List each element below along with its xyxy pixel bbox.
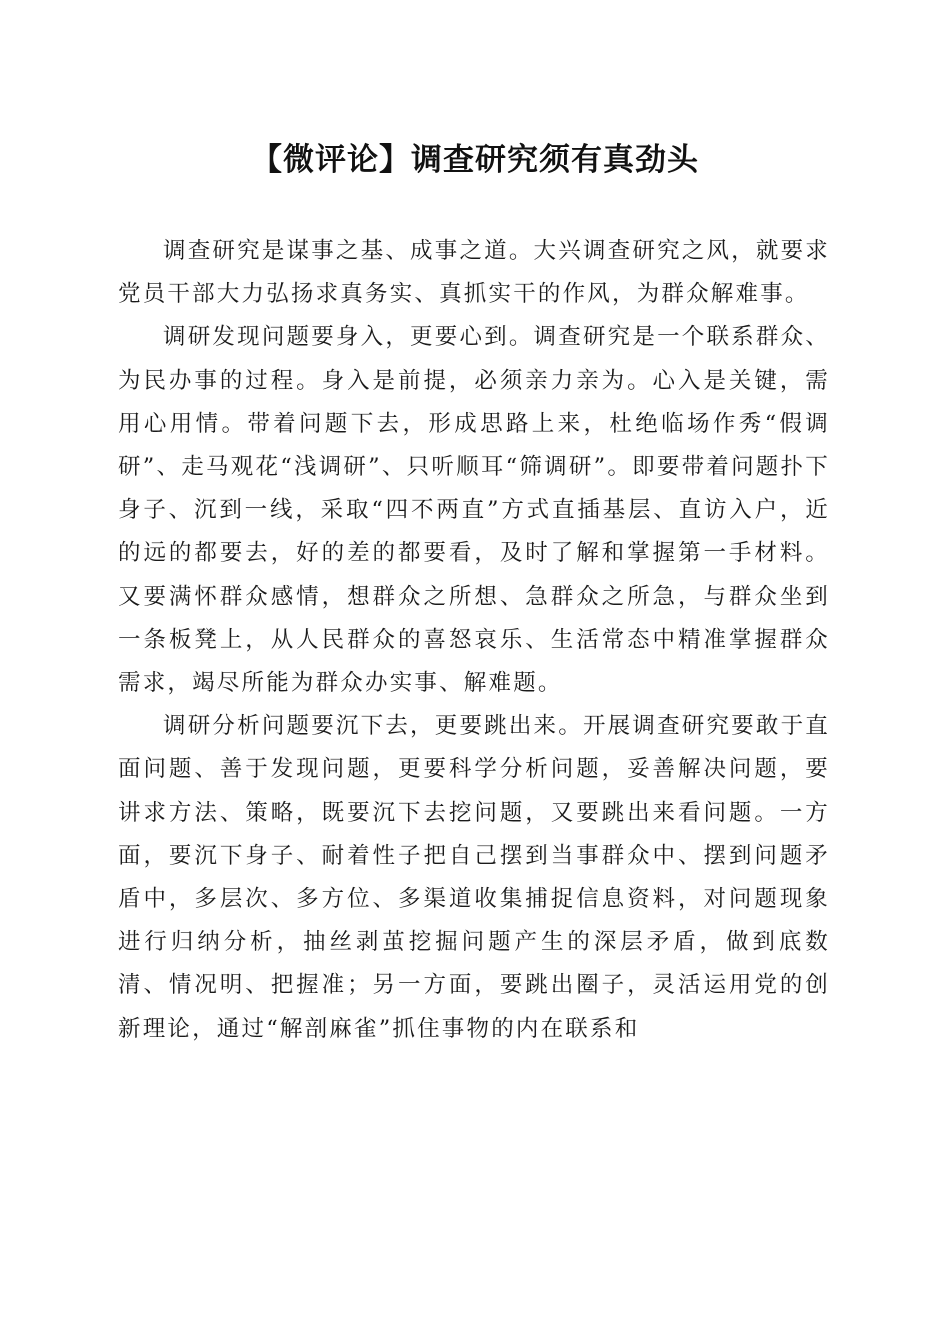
paragraph-discover-problems: 调研发现问题要身入，更要心到。调查研究是一个联系群众、为民办事的过程。身入是前提，必须亲力亲为。心入是关键，需用心用情。带着问题下去，形成思路上来，杜绝临场作秀“假调研”、走马观花“浅调研”、只听顺耳“筛调研”。即要带着问题扑下身子、沉到一线，采取“四不两直”方式直插基层、直访入户，近的远的都要去，好的差的都要看，及时了解和掌握第一手材料。又要满怀群众感情，想群众之所想、急群众之所急，与群众坐到一条板凳上，从人民群众的喜怒哀乐、生活常态中精准掌握群众需求，竭尽所能为群众办实事、解难题。: [118, 324, 830, 697]
paragraph-intro: 调查研究是谋事之基、成事之道。大兴调查研究之风，就要求党员干部大力弘扬求真务实、真抓实干的作风，为群众解难事。: [118, 238, 830, 308]
paragraph-analyze-problems: 调研分析问题要沉下去，更要跳出来。开展调查研究要敢于直面问题、善于发现问题，更要科学分析问题，妥善解决问题，要讲求方法、策略，既要沉下去挖问题，又要跳出来看问题。一方面，要沉下身子、耐着性子把自己摆到当事群众中、摆到问题矛盾中，多层次、多方位、多渠道收集捕捉信息资料，对问题现象进行归纳分析，抽丝剥茧挖掘问题产生的深层矛盾，做到底数清、情况明、把握准；另一方面，要跳出圈子，灵活运用党的创新理论，通过“解剖麻雀”抓住事物的内在联系和: [118, 713, 830, 1042]
document-title: 【微评论】调查研究须有真劲头: [251, 142, 699, 178]
document-body: [118, 230, 830, 1051]
